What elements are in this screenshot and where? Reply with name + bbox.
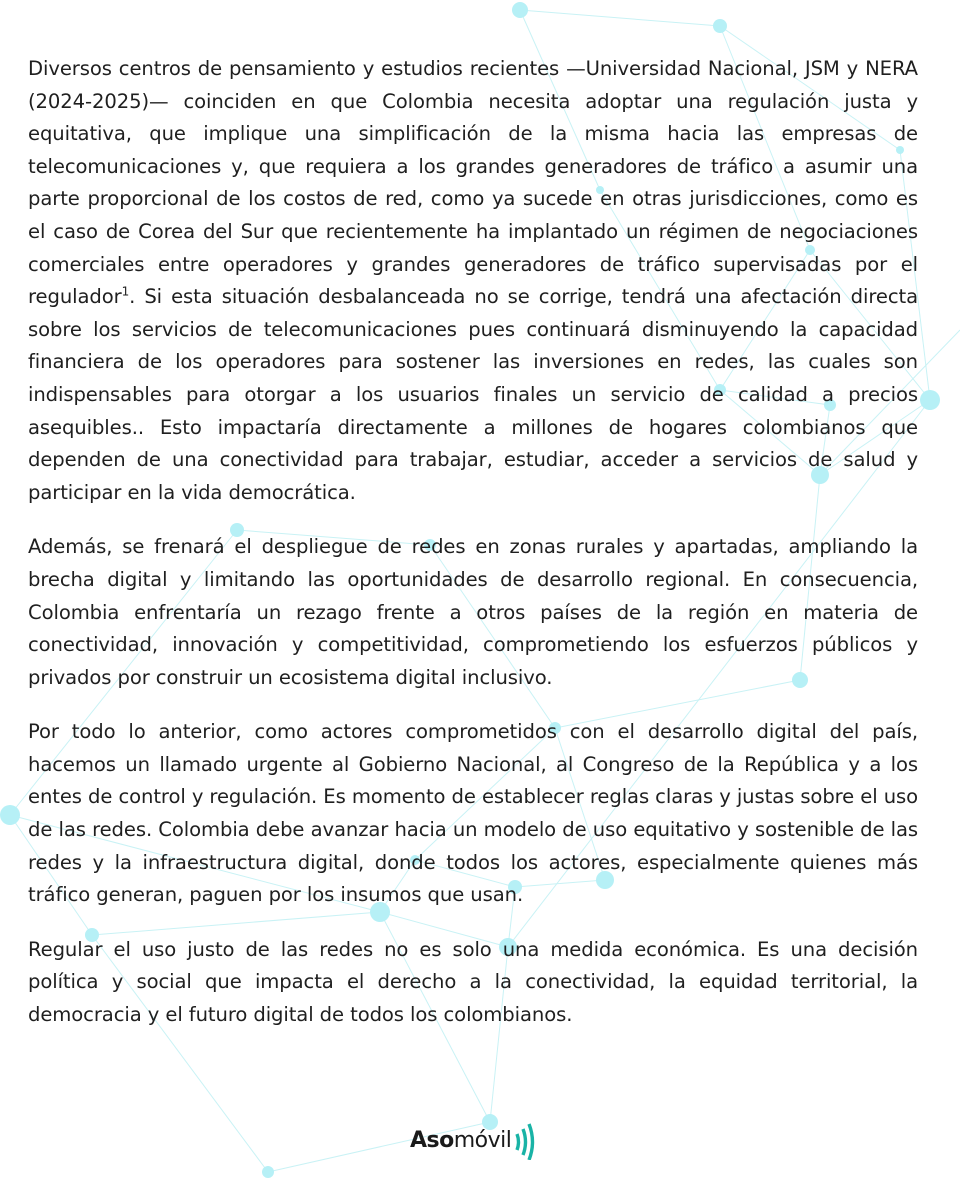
paragraph-2: Además, se frenará el despliegue de redes en zonas rurales y apartadas, ampliando la brecha digital y limitando las oportunidades de desarrollo regional. En consecuencia, Colombia enfrentaría un rezago frente a otros países de la región en materia de conectividad, innovación y competitividad, comprometiendo los esfuerzos públicos y privados por construir un ecosistema digital inclusivo. — [28, 535, 918, 689]
logo-text-bold: Aso — [410, 1127, 454, 1153]
logo-text-light: móvil — [453, 1127, 512, 1153]
footnote-ref: 1 — [121, 284, 130, 299]
paragraph-4: Regular el uso justo de las redes no es solo una medida económica. Es una decisión política y social que impacta el derecho a la conectividad, la equidad territorial, la democracia y el futuro digital de todos los colombianos. — [28, 937, 918, 1027]
signal-waves-icon — [514, 1120, 540, 1160]
document-body — [28, 53, 918, 1032]
paragraph-3: Por todo lo anterior, como actores comprometidos con el desarrollo digital del país, hacemos un llamado urgente al Gobierno Nacional, al Congreso de la República y a los entes de control y regulación. Es momento de establecer reglas claras y justas sobre el uso de las redes. Colombia debe avanzar hacia un modelo de uso equitativo y sostenible de las redes y la infraestructura digital, donde todos los actores, especialmente quienes más tráfico generan, paguen por los insumos que usan. — [28, 720, 919, 907]
paragraph-1-text: Diversos centros de pensamiento y estudios recientes —Universidad Nacional, JSM y NERA (2024-2025)— coinciden en que Colombia necesita adoptar una regulación justa y equitativa, que implique una simplificación de la misma hacia las empresas de telecomunicaciones y, que requiera a los grandes generadores de tráfico a asumir una parte proporcional de los costos de red, como ya sucede en otras jurisdicciones, como es el caso de Corea del Sur que recientemente ha implantado un régimen de negociaciones comerciales entre operadores y grandes generadores de tráfico supervisadas por el regulador — [28, 57, 918, 309]
paragraph-1 — [28, 53, 918, 509]
paragraph-1-text-continued: . Si esta situación desbalanceada no se corrige, tendrá una afectación directa sobre los servicios de telecomunicaciones pues continuará disminuyendo la capacidad financiera de los operadores para sostener las inversiones en redes, las cuales son indispensables para otorgar a los usuarios finales un servicio de calidad a precios asequibles.. Esto impactaría directamente a millones de hogares colombianos que dependen de una conectividad para trabajar, estudiar, acceder a servicios de salud y participar en la vida democrática. — [28, 285, 918, 504]
asomovil-logo — [410, 1118, 540, 1162]
